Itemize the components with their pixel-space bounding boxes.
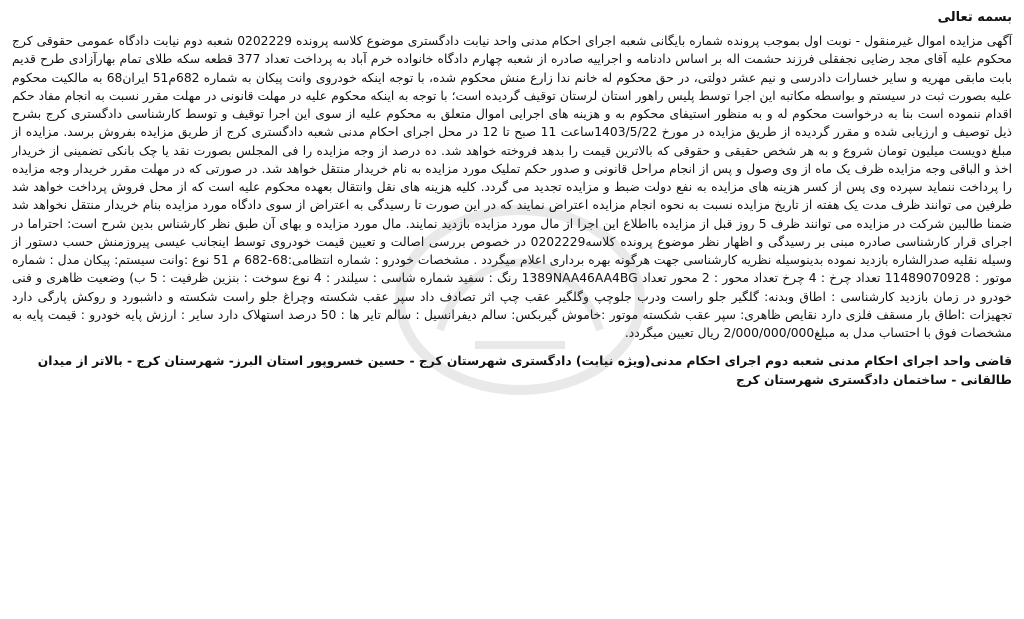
document-header: بسمه تعالی	[937, 10, 1012, 25]
notice-document	[12, 8, 1012, 611]
notice-body: آگهی مزایده اموال غیرمنقول - نوبت اول بموجب پرونده شماره بایگانی شعبه اجرای احکام مدنی واحد نیابت دادگستری موضوع کلاسه پرونده 0202229 شعبه دوم نیابت دادگاه عمومی حقوقی کرج محکوم علیه آقای مجد رضایی نجفقلی فرزند حشمت اله بر اساس دادنامه و اجراییه صادره از شعبه چهارم دادگاه خانواده خرم آباد به پرداخت تعداد 377 قطعه سکه طلای تمام بهارآزادی طرح قدیم بابت مابقی مهریه و سایر خسارات دادرسی و نیم عشر دولتی، در حق محکوم له خانم ندا زارع منش محکوم شده، با توجه اینکه خودروی وانت پیکان به شماره 682م51 ایران68 به مالکیت محکوم علیه بصورت ثبت در سیستم و بواسطه مکاتبه این اجرا توسط پلیس راهور استان لرستان توقیف گردیده است؛ با توجه به اینکه محکوم علیه در مهلت قانونی در مهلت مقرر نسبت به انجام مفاد حکم اقدام ننموده است بنا به درخواست محکوم له و به منظور استیفای محکوم به و هزینه های اجرایی اموال متعلق به محکوم علیه از سوی این اجرا توقیف و توسط کارشناسی دادگستری کرج بشرح ذیل توصیف و ارزیابی شده و مقرر گردیده از طریق مزایده در مورخ 1403/5/22ساعت 11 صبح تا 12 در محل اجرای احکام مدنی شعبه دادگستری کرج از طریق مزایده بفروش برسد. مزایده از مبلغ دویست میلیون تومان شروع و به هر شخص حقیقی و حقوقی که بالاترین قیمت را بدهد فروخته خواهد شد. ده درصد از وجه مزایده را فی المجلس بصورت نقد یا چک بانکی تضمینی از خریدار اخذ و الباقی وجه مزایده ظرف یک ماه از وی وصول و پس از انجام مراحل قانونی و صدور حکم تملیک مورد مزایده به نام خریدار منتقل خواهد شد. در صورتی که در مهلت مقرر خریدار وجه مزایده را پرداخت ننماید سپرده وی پس از کسر هزینه های مزایده به نفع دولت ضبط و مزایده تجدید می گردد. کلیه هزینه های نقل وانتقال بعهده محکوم علیه است که از محل فروش پرداخت خواهد شد طرفین می توانند ظرف مدت یک هفته از تاریخ مزایده نسبت به نحوه انجام مزایده اعتراض نمایند که در این صورت تا رسیدگی به اعتراض از سوی دادگاه مورد مزایده بنام خریدار منتقل نخواهد شد ضمنا طالبین شرکت در مزایده می توانند ظرف 5 روز قبل از مزایده بااطلاع این اجرا از مال مورد مزایده بازدید نمایند. مال مورد مزایده و بهای آن طبق نظر کارشناس بدین شرح است: احتراما در اجرای قرار کارشناسی صادره مبنی بر رسیدگی و اظهار نظر موضوع پرونده کلاسه0202229 در خصوص بررسی اصالت و تعیین قیمت خودروی توسط اینجانب عیسی پیروزمنش حسب دستور از وسیله نقلیه صدرالشاره بازدید نموده بدینوسیله نظریه کارشناسی جهت هرگونه بهره برداری اعلام میگردد . مشخصات خودرو : شماره انتظامی:68-682 م 51 نوع :وانت سیستم: پیکان مدل : شماره موتور : 11489070928 تعداد چرخ : 4 چرخ تعداد محور : 2 محور تعداد 1389NAA46AA4BG رنگ : سفید شماره شاسی : سیلندر : 4 نوع سوخت : بنزین ظرفیت : 5 ب) وضعیت ظاهری و فنی خودرو در زمان بازدید کارشناسی : اطاق وبدنه: گلگیر جلو راست ودرب جلوچپ وگلگیر عقب چپ اثر تصادف داد سپر عقب شکسته وچراغ جلو راست شکسته و داشبورد و روکش پارگی دارد تجهیزات :اطاق بار مسقف فلزی دارد نقایص ظاهری: سپر عقب شکسته موتور :خاموش گیربکس: سالم دیفرانسیل : سالم تایر ها : 50 درصد استهلاک دارد سایر : ارزش پایه خودرو : قیمت پایه به مشخصات فوق با احتساب مدل به مبلغ2/000/000/000 ریال تعیین میگردد.	[12, 34, 1013, 340]
signature-block: قاضی واحد اجرای احکام مدنی شعبه دوم اجرای احکام مدنی(ویژه نیابت) دادگستری شهرستان کرج - حسین خسروپور استان البرز- شهرستان کرج - بالاتر از میدان طالقانی - ساختمان دادگستری شهرستان کرج	[37, 354, 1012, 387]
